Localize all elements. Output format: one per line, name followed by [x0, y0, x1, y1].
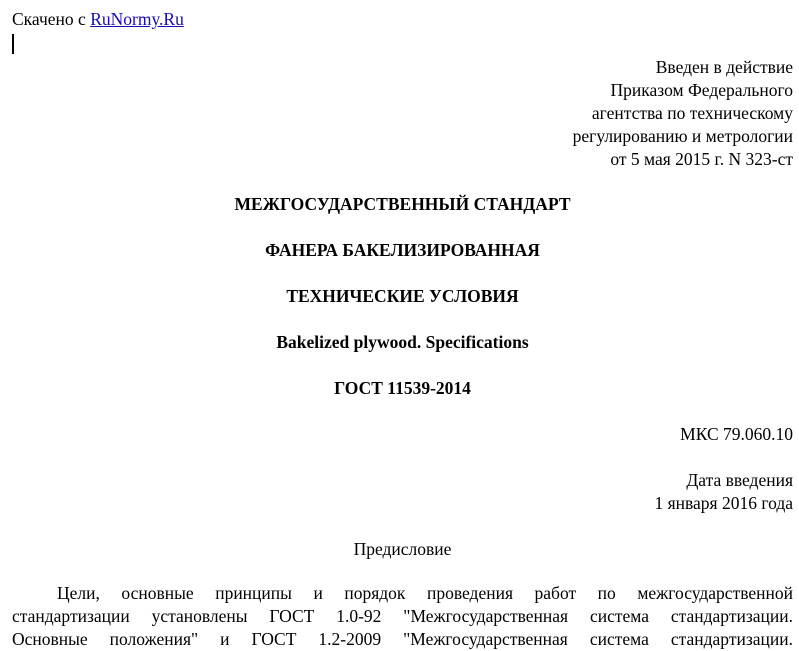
approval-line: агентства по техническому: [591, 103, 793, 123]
approval-line: Введен в действие: [655, 57, 793, 77]
download-source-line: [12, 8, 184, 30]
gost-code: ГОСТ 11539-2014: [334, 378, 471, 398]
preface-paragraph: [12, 582, 793, 651]
paragraph-line: стандартизации установлены ГОСТ 1.0-92 "Межгосударственная система стандартизации.: [12, 606, 793, 626]
paragraph-line: Основные положения" и ГОСТ 1.2-2009 "Межгосударственная система стандартизации.: [12, 629, 793, 649]
preface-heading: Предисловие: [353, 539, 452, 559]
text-cursor: [12, 34, 14, 54]
approval-block: [573, 56, 793, 171]
approval-line: от 5 мая 2015 г. N 323-ст: [610, 149, 793, 169]
paragraph-line: Цели, основные принципы и порядок проведения работ по межгосударственной: [57, 583, 793, 603]
download-prefix: Скачено с: [12, 9, 86, 29]
approval-line: регулированию и метрологии: [572, 126, 793, 146]
approval-line: Приказом Федерального: [610, 80, 793, 100]
intro-date-label: Дата введения: [686, 470, 793, 490]
english-title: Bakelized plywood. Specifications: [276, 332, 529, 352]
mks-code: МКС 79.060.10: [680, 424, 793, 444]
runormy-link[interactable]: RuNormy.Ru: [90, 9, 184, 29]
standard-type-heading: МЕЖГОСУДАРСТВЕННЫЙ СТАНДАРТ: [234, 194, 571, 214]
document-subtitle: ТЕХНИЧЕСКИЕ УСЛОВИЯ: [286, 286, 519, 306]
document-title: ФАНЕРА БАКЕЛИЗИРОВАННАЯ: [265, 240, 540, 260]
intro-date-value: 1 января 2016 года: [654, 493, 793, 513]
